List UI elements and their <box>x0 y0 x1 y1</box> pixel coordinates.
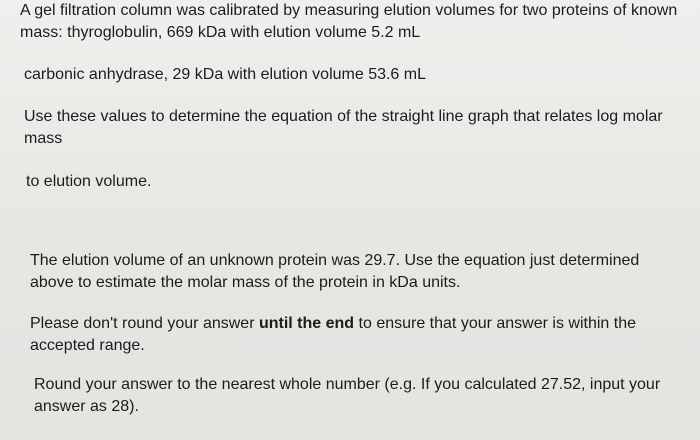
intro-paragraph: A gel filtration column was calibrated by measuring elution volumes for two proteins of known mass: thyroglobulin, 669 kDa with elution volume 5.2 mL <box>20 2 678 41</box>
rounding-note-end: to ensure that your answer is within the accepted range. <box>30 315 636 354</box>
protein2-paragraph: carbonic anhydrase, 29 kDa with elution volume 53.6 mL <box>24 66 426 83</box>
instruction-continuation: to elution volume. <box>26 173 152 190</box>
rounding-note-bold: until the end <box>258 315 355 332</box>
instruction-paragraph: Use these values to determine the equation of the straight line graph that relates log molar mass <box>24 108 663 147</box>
rounding-note-start: Please don't round your answer <box>30 315 259 332</box>
unknown-protein-paragraph: The elution volume of an unknown protein was 29.7. Use the equation just determined above to estimate the molar mass of the protein in kDa units. <box>30 252 640 291</box>
rounding-note-paragraph <box>30 313 670 357</box>
round-instruction-paragraph: Round your answer to the nearest whole number (e.g. If you calculated 27.52, input your answer as 28). <box>34 376 661 415</box>
